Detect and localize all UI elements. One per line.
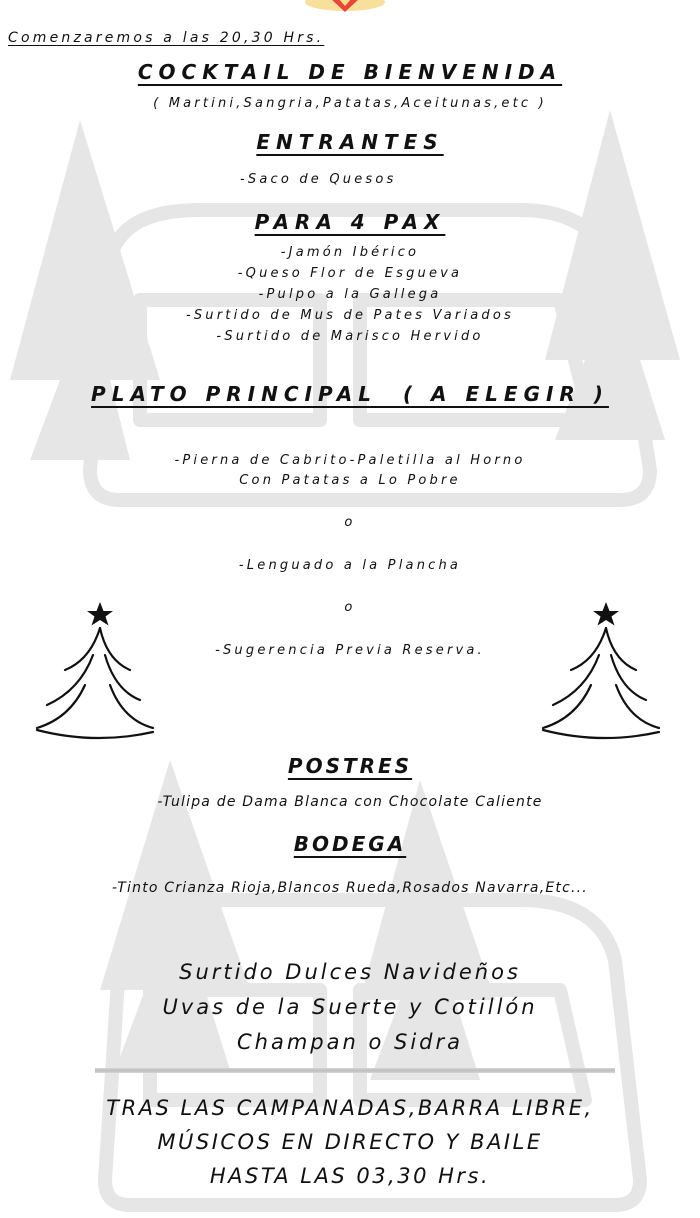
after-party-line: MÚSICOS EN DIRECTO Y BAILE xyxy=(157,1130,543,1154)
cellar-heading: BODEGA xyxy=(293,832,407,856)
or-separator-1: o xyxy=(344,515,356,530)
or-separator-2: o xyxy=(344,600,356,615)
sharing-heading: PARA 4 PAX xyxy=(254,210,446,234)
main-option-2: -Lenguado a la Plancha xyxy=(238,558,462,573)
extras-line: Uvas de la Suerte y Cotillón xyxy=(162,995,538,1019)
welcome-detail: ( Martini,Sangria,Patatas,Aceitunas,etc ) xyxy=(153,96,547,111)
main-option-1-line-2: Con Patatas a Lo Pobre xyxy=(239,473,461,488)
extras-line: Champan o Sidra xyxy=(236,1030,463,1054)
welcome-heading: COCKTAIL DE BIENVENIDA xyxy=(137,60,563,84)
desserts-item: -Tulipa de Dama Blanca con Chocolate Caliente xyxy=(157,794,543,810)
after-party-line: HASTA LAS 03,30 Hrs. xyxy=(209,1164,491,1188)
cellar-item: -Tinto Crianza Rioja,Blancos Rueda,Rosados Navarra,Etc... xyxy=(112,880,588,896)
sharing-item: -Jamón Ibérico xyxy=(280,245,420,260)
sharing-item: -Surtido de Marisco Hervido xyxy=(216,329,484,344)
main-option-3: -Sugerencia Previa Reserva. xyxy=(215,643,485,658)
starters-heading: ENTRANTES xyxy=(256,130,444,154)
extras-line: Surtido Dulces Navideños xyxy=(179,960,521,984)
christmas-tree-icon xyxy=(541,600,661,745)
section-divider xyxy=(95,1068,615,1073)
desserts-heading: POSTRES xyxy=(287,754,413,778)
after-party-line: TRAS LAS CAMPANADAS,BARRA LIBRE, xyxy=(106,1096,594,1120)
christmas-tree-icon xyxy=(35,600,155,745)
main-option-1-line-1: -Pierna de Cabrito-Paletilla al Horno xyxy=(174,453,526,468)
sharing-item: -Surtido de Mus de Pates Variados xyxy=(185,308,515,323)
sharing-item: -Queso Flor de Esgueva xyxy=(237,266,463,281)
sharing-item: -Pulpo a la Gallega xyxy=(258,287,442,302)
main-course-heading: PLATO PRINCIPAL ( A ELEGIR ) xyxy=(91,382,609,406)
starters-item: -Saco de Quesos xyxy=(240,172,397,187)
start-time: Comenzaremos a las 20,30 Hrs. xyxy=(8,30,325,46)
